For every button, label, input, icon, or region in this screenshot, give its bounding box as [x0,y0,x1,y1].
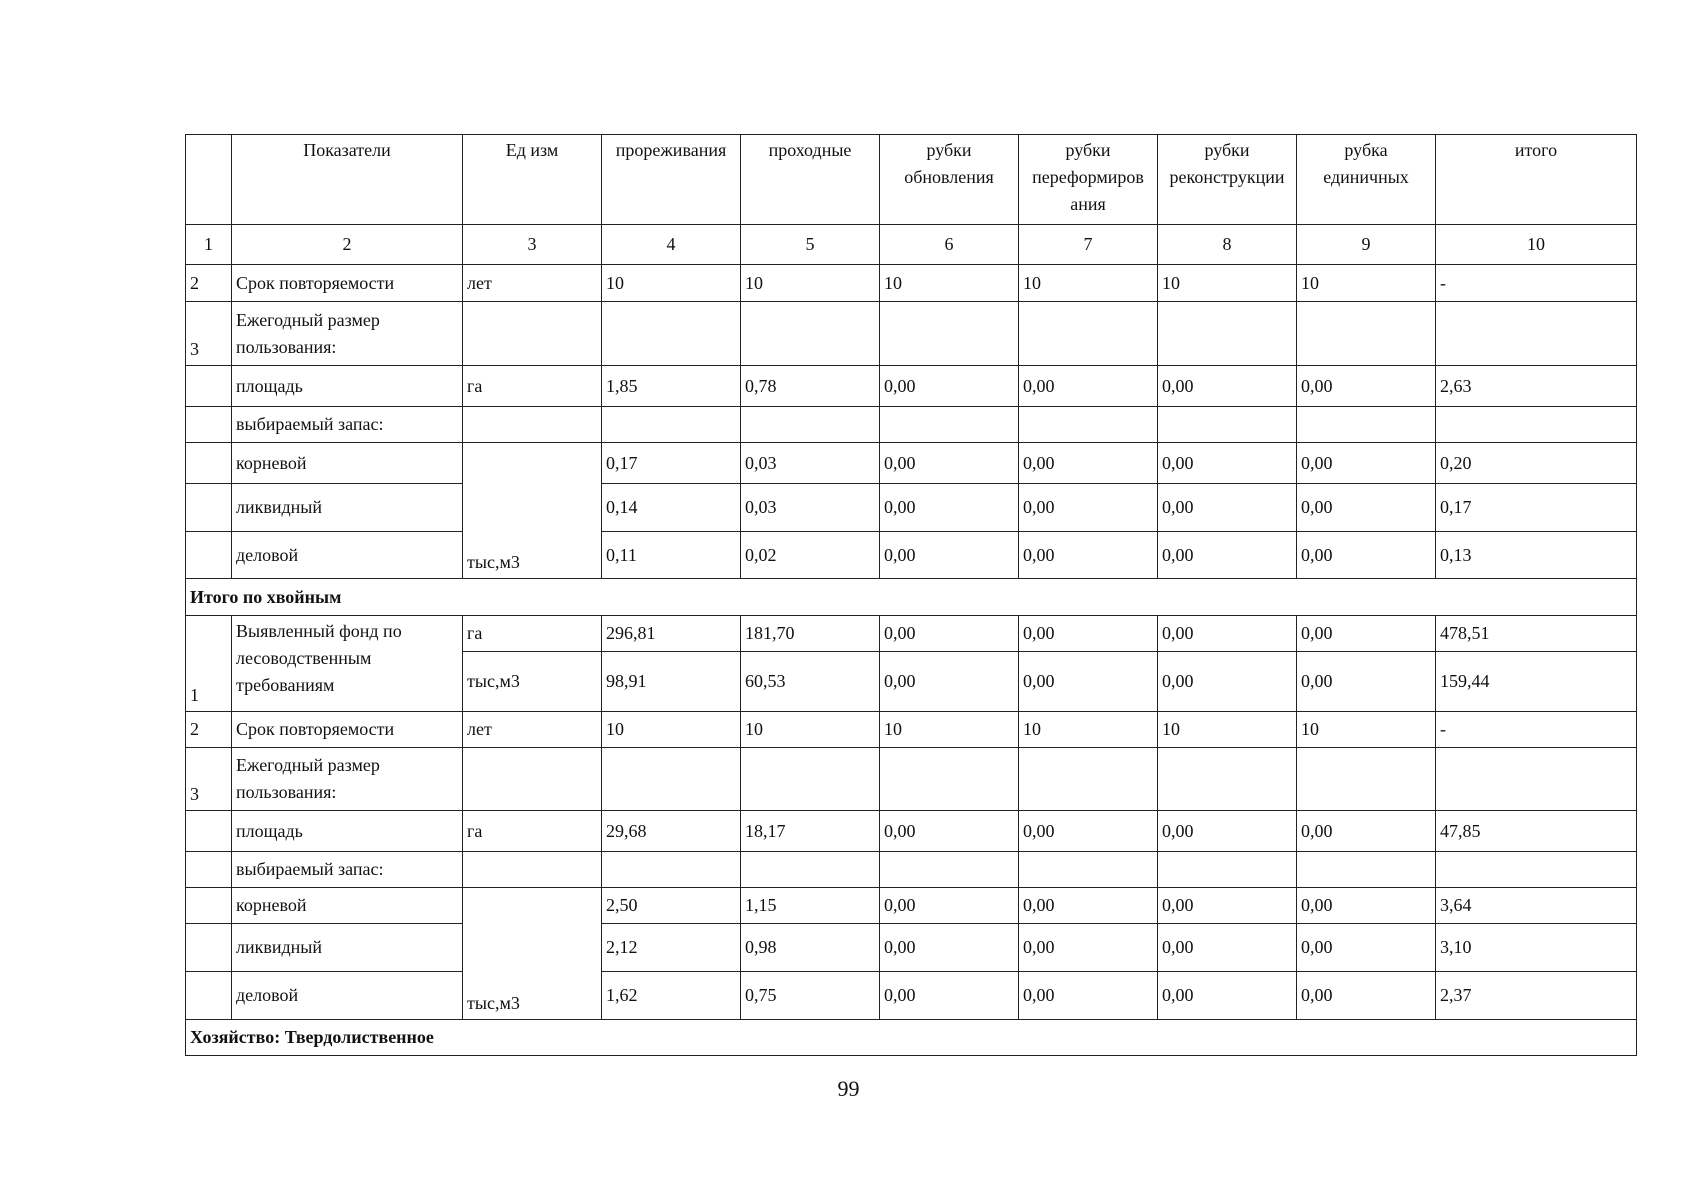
value-cell: 296,81 [602,616,741,652]
value-cell: 0,00 [1297,811,1436,852]
value-cell: 0,00 [1297,972,1436,1020]
column-number: 10 [1436,225,1637,265]
empty-cell [880,852,1019,888]
empty-cell [186,407,232,443]
empty-cell [463,407,602,443]
value-cell: 0,00 [1297,484,1436,532]
value-cell: 0,03 [741,484,880,532]
value-cell: 0,00 [1158,972,1297,1020]
value-cell: 0,00 [880,443,1019,484]
row-label: площадь [232,811,463,852]
empty-cell [1297,302,1436,366]
value-cell: 0,00 [1019,924,1158,972]
value-cell: 0,00 [1019,888,1158,924]
row-label: Срок повторяемости [232,265,463,302]
value-cell: 60,53 [741,652,880,712]
column-number-row [186,225,1637,265]
value-cell: 0,00 [1297,532,1436,579]
empty-cell [1019,748,1158,811]
unit-cell: тыс,м3 [463,443,602,579]
value-cell: 0,75 [741,972,880,1020]
value-cell: 478,51 [1436,616,1637,652]
value-cell: 0,00 [1019,811,1158,852]
empty-cell [880,302,1019,366]
value-cell: 10 [602,265,741,302]
section-title-conifer: Итого по хвойным [186,579,1637,616]
value-cell: 2,37 [1436,972,1637,1020]
value-cell: 0,00 [1019,532,1158,579]
value-cell: 0,17 [1436,484,1637,532]
value-cell: 0,00 [1158,652,1297,712]
empty-cell [186,972,232,1020]
table-header-row [186,135,1637,225]
table-row [186,924,1637,972]
value-cell: 181,70 [741,616,880,652]
value-cell: 0,17 [602,443,741,484]
value-cell: 0,00 [1019,366,1158,407]
empty-cell [186,924,232,972]
value-cell: 18,17 [741,811,880,852]
value-cell: 10 [1297,712,1436,748]
value-cell: 10 [1158,712,1297,748]
value-cell: 98,91 [602,652,741,712]
forestry-table [185,134,1637,1056]
table-row [186,532,1637,579]
value-cell: 0,00 [880,972,1019,1020]
value-cell: 0,00 [1158,443,1297,484]
value-cell: 0,00 [1158,616,1297,652]
section-row [186,1020,1637,1056]
value-cell: 10 [1158,265,1297,302]
empty-cell [741,748,880,811]
section-title-hardwood: Хозяйство: Твердолиственное [186,1020,1637,1056]
empty-cell [1436,302,1637,366]
header-cell: Показатели [232,135,463,225]
value-cell: 0,00 [1019,484,1158,532]
value-cell: 0,13 [1436,532,1637,579]
empty-cell [602,302,741,366]
empty-cell [1297,748,1436,811]
value-cell: 0,00 [1158,366,1297,407]
value-cell: 0,00 [1297,888,1436,924]
unit-cell: га [463,366,602,407]
column-number: 5 [741,225,880,265]
empty-cell [1436,852,1637,888]
row-label: деловой [232,972,463,1020]
unit-cell: лет [463,265,602,302]
value-cell: 0,00 [880,924,1019,972]
header-cell: рубки реконструкции [1158,135,1297,225]
column-number: 9 [1297,225,1436,265]
row-number: 2 [186,712,232,748]
header-cell: Ед изм [463,135,602,225]
table-row [186,972,1637,1020]
value-cell: 1,85 [602,366,741,407]
column-number: 2 [232,225,463,265]
value-cell: 0,00 [1019,652,1158,712]
column-number: 8 [1158,225,1297,265]
table-row [186,852,1637,888]
value-cell: 0,00 [880,484,1019,532]
page-number: 99 [837,1076,860,1101]
row-label: Срок повторяемости [232,712,463,748]
table-row [186,748,1637,811]
value-cell: 0,03 [741,443,880,484]
column-number: 7 [1019,225,1158,265]
value-cell: 0,00 [1297,443,1436,484]
empty-cell [1158,407,1297,443]
row-label: выбираемый запас: [232,407,463,443]
empty-cell [1436,748,1637,811]
row-label: корневой [232,443,463,484]
value-cell: - [1436,712,1637,748]
value-cell: 0,00 [880,616,1019,652]
value-cell: 10 [602,712,741,748]
value-cell: 0,00 [1158,888,1297,924]
value-cell: 29,68 [602,811,741,852]
empty-cell [186,443,232,484]
empty-cell [741,302,880,366]
empty-cell [1019,302,1158,366]
value-cell: 1,15 [741,888,880,924]
header-cell: рубки обновления [880,135,1019,225]
value-cell: 0,00 [1297,924,1436,972]
table-row [186,811,1637,852]
value-cell: 0,00 [1158,484,1297,532]
empty-cell [186,532,232,579]
empty-cell [1158,852,1297,888]
table-row [186,712,1637,748]
value-cell: 0,98 [741,924,880,972]
empty-cell [1019,407,1158,443]
column-number: 6 [880,225,1019,265]
empty-cell [186,811,232,852]
empty-cell [602,748,741,811]
value-cell: 3,64 [1436,888,1637,924]
empty-cell [602,852,741,888]
value-cell: 10 [880,265,1019,302]
row-number: 3 [186,748,232,811]
table-row [186,302,1637,366]
row-label: ликвидный [232,924,463,972]
column-number: 3 [463,225,602,265]
value-cell: 0,00 [1158,532,1297,579]
empty-cell [186,484,232,532]
value-cell: 0,00 [880,652,1019,712]
empty-cell [602,407,741,443]
header-cell: рубки переформиров ания [1019,135,1158,225]
row-label: Ежегодный размер пользования: [232,302,463,366]
table-row [186,366,1637,407]
empty-cell [463,302,602,366]
row-number: 3 [186,302,232,366]
header-cell: проходные [741,135,880,225]
value-cell: 1,62 [602,972,741,1020]
value-cell: 0,00 [1019,972,1158,1020]
value-cell: 159,44 [1436,652,1637,712]
value-cell: 0,00 [1158,924,1297,972]
table-row [186,616,1637,652]
unit-cell: га [463,616,602,652]
value-cell: 0,02 [741,532,880,579]
value-cell: 0,00 [880,888,1019,924]
value-cell: 0,11 [602,532,741,579]
empty-cell [1158,302,1297,366]
table-row [186,443,1637,484]
empty-cell [1297,852,1436,888]
row-label: Выявленный фонд по лесоводственным требованиям [232,616,463,712]
row-number: 2 [186,265,232,302]
value-cell: 0,00 [880,811,1019,852]
row-label: деловой [232,532,463,579]
table-row [186,265,1637,302]
table-row [186,407,1637,443]
unit-cell: га [463,811,602,852]
value-cell: 10 [1019,265,1158,302]
table-row [186,888,1637,924]
header-cell: рубка единичных [1297,135,1436,225]
empty-cell [186,888,232,924]
unit-cell: лет [463,712,602,748]
row-label: Ежегодный размер пользования: [232,748,463,811]
empty-cell [463,748,602,811]
value-cell: 0,00 [1297,366,1436,407]
value-cell: 0,14 [602,484,741,532]
header-cell: прореживания [602,135,741,225]
column-number: 1 [186,225,232,265]
value-cell: 0,00 [1297,652,1436,712]
value-cell: 0,00 [1019,616,1158,652]
value-cell: 0,78 [741,366,880,407]
empty-cell [880,748,1019,811]
empty-cell [1158,748,1297,811]
value-cell: 10 [741,265,880,302]
value-cell: 0,00 [1158,811,1297,852]
row-number: 1 [186,616,232,712]
value-cell: 10 [1019,712,1158,748]
unit-cell: тыс,м3 [463,652,602,712]
table-row [186,484,1637,532]
empty-cell [1297,407,1436,443]
column-number: 4 [602,225,741,265]
value-cell: 0,00 [880,366,1019,407]
empty-cell [186,366,232,407]
row-label: площадь [232,366,463,407]
row-label: ликвидный [232,484,463,532]
value-cell: 2,50 [602,888,741,924]
empty-cell [741,407,880,443]
empty-cell [1019,852,1158,888]
value-cell: 0,00 [1019,443,1158,484]
value-cell: - [1436,265,1637,302]
unit-cell: тыс,м3 [463,888,602,1020]
value-cell: 0,20 [1436,443,1637,484]
value-cell: 10 [880,712,1019,748]
empty-cell [463,852,602,888]
empty-cell [1436,407,1637,443]
section-row [186,579,1637,616]
value-cell: 3,10 [1436,924,1637,972]
header-cell: итого [1436,135,1637,225]
empty-cell [880,407,1019,443]
header-cell [186,135,232,225]
value-cell: 0,00 [880,532,1019,579]
empty-cell [741,852,880,888]
value-cell: 10 [741,712,880,748]
value-cell: 2,12 [602,924,741,972]
empty-cell [186,852,232,888]
value-cell: 2,63 [1436,366,1637,407]
value-cell: 0,00 [1297,616,1436,652]
row-label: выбираемый запас: [232,852,463,888]
value-cell: 10 [1297,265,1436,302]
row-label: корневой [232,888,463,924]
value-cell: 47,85 [1436,811,1637,852]
